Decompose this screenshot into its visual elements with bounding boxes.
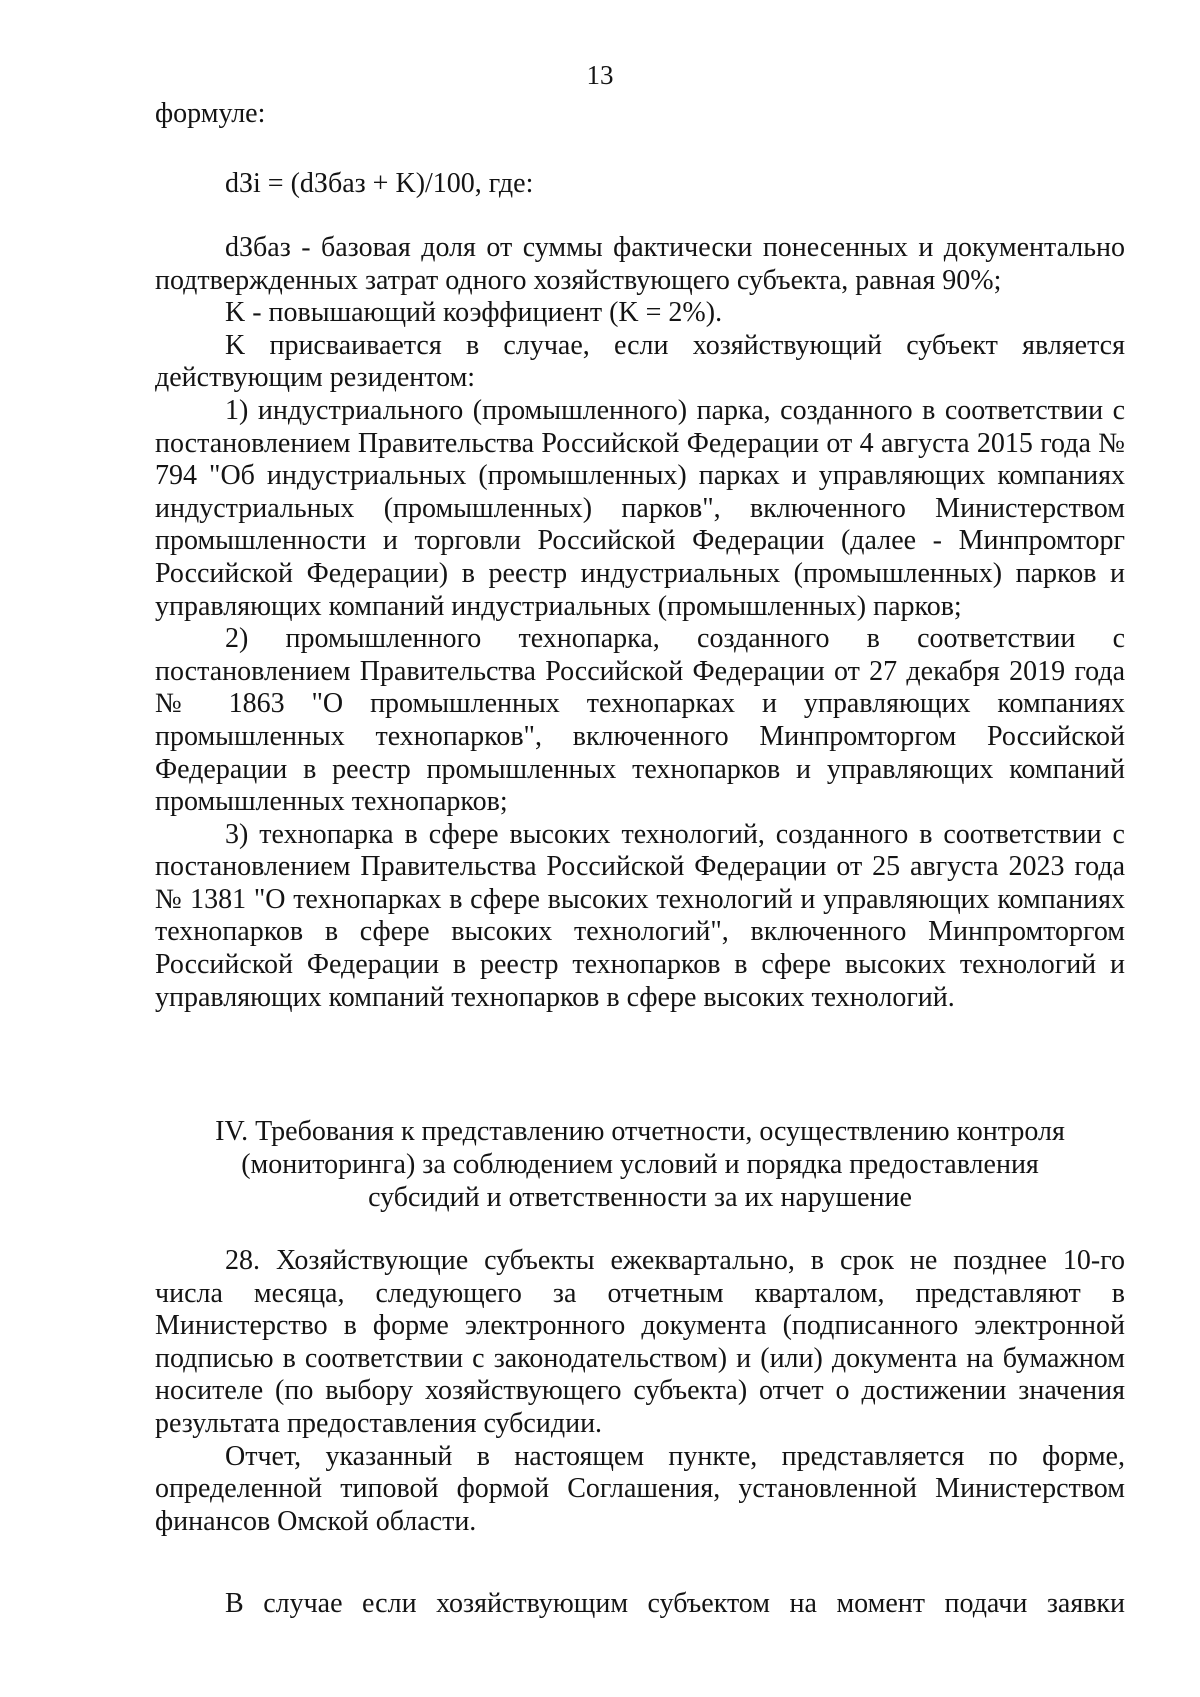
- list-item-industrial-park: 1) индустриального (промышленного) парка, созданного в соответствии с постановлением Правительства Российской Федерации от 4 августа 2015 года № 794 "Об индустриальных (промышленных) парках и управляющих компаниях индустриальных (промышленных) парков", включенного Министерством промышленности и торговли Российской Федерации (далее - Минпромторг Российской Федерации) в реестр индустриальных (промышленных) парков и управляющих компаний индустриальных (промышленных) парков;: [155, 394, 1125, 622]
- formula: dЗi = (dЗбаз + K)/100, где:: [225, 168, 534, 199]
- section-heading: [190, 1115, 1090, 1214]
- page-number: 13: [586, 60, 614, 90]
- list-item-industrial-technopark: 2) промышленного технопарка, созданного в соответствии с постановлением Правительства Российской Федерации от 27 декабря 2019 года № 1863 "О промышленных технопарках и управляющих компаниях промышленных технопарков", включенного Минпромторгом Российской Федерации в реестр промышленных технопарков и управляющих компаний промышленных технопарков;: [155, 623, 1125, 818]
- definitions-block: [155, 232, 1125, 1014]
- section-body: [155, 1245, 1125, 1538]
- paragraph-continuation: В случае если хозяйствующим субъектом на момент подачи заявки: [225, 1588, 1125, 1619]
- paragraph-item-28: 28. Хозяйствующие субъекты ежеквартально, в срок не позднее 10-го числа месяца, следующего за отчетным кварталом, представляют в Министерство в форме электронного документа (подписанного электронной подписью в соответствии с законодательством) и (или) документа на бумажном носителе (по выбору хозяйствующего субъекта) отчет о достижении значения результата предоставления субсидии.: [155, 1245, 1125, 1439]
- paragraph-k-assignment: K присваивается в случае, если хозяйствующий субъект является действующим резидентом:: [155, 329, 1125, 394]
- list-item-hightech-technopark: 3) технопарка в сфере высоких технологий, созданного в соответствии с постановлением Правительства Российской Федерации от 25 августа 2023 года № 1381 "О технопарках в сфере высоких технологий и управляющих компаниях технопарков в сфере высоких технологий", включенного Минпромторгом Российской Федерации в реестр технопарков в сфере высоких технологий и управляющих компаний технопарков в сфере высоких технологий.: [155, 818, 1125, 1013]
- section-heading-line: (мониторинга) за соблюдением условий и порядка предоставления: [241, 1149, 1039, 1180]
- paragraph-dzbaz-definition: dЗбаз - базовая доля от суммы фактически понесенных и документально подтвержденных затрат одного хозяйствующего субъекта, равная 90%;: [155, 232, 1125, 296]
- section-heading-line: IV. Требования к представлению отчетности, осуществлению контроля: [215, 1116, 1065, 1147]
- section-heading-line: субсидий и ответственности за их нарушение: [368, 1182, 912, 1213]
- paragraph-report-form: Отчет, указанный в настоящем пункте, представляется по форме, определенной типовой формой Соглашения, установленной Министерством финансов Омской области.: [155, 1440, 1125, 1537]
- paragraph-k-definition: K - повышающий коэффициент (K = 2%).: [225, 297, 723, 329]
- lead-text: формуле:: [155, 98, 266, 129]
